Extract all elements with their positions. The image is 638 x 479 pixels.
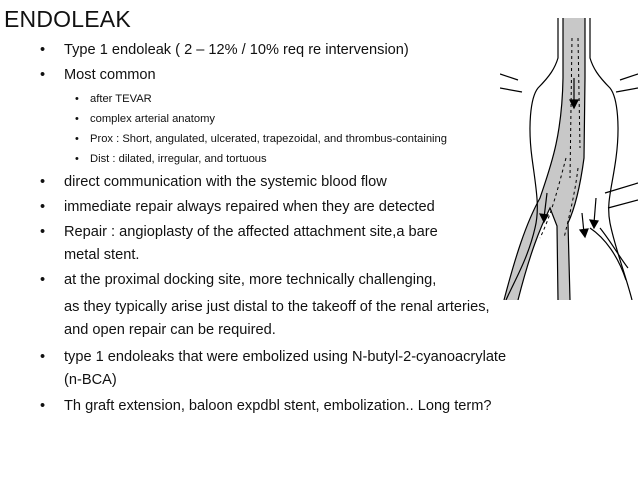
bullet-continuation: (n-BCA): [64, 372, 117, 388]
bullet-continuation: and open repair can be required.: [64, 322, 276, 338]
bullet-marker: •: [75, 113, 79, 125]
bullet-text: immediate repair always repaired when they are detected: [64, 199, 435, 215]
bullet-marker: •: [75, 93, 79, 105]
bullet-text: Th graft extension, baloon expdbl stent, embolization.. Long term?: [64, 398, 492, 414]
bullet-text: Repair : angioplasty of the affected attachment site,a bare: [64, 224, 438, 240]
bullet-item: [40, 222, 438, 242]
bullet-text: direct communication with the systemic blood flow: [64, 174, 387, 190]
sub-bullet-item: [75, 151, 267, 167]
bullet-text: Type 1 endoleak ( 2 – 12% / 10% req re intervension): [64, 42, 409, 58]
bullet-marker: •: [40, 272, 46, 288]
bullet-item: [40, 270, 437, 290]
bullet-marker: •: [40, 42, 46, 58]
sub-bullet-text: Dist : dilated, irregular, and tortuous: [90, 153, 267, 165]
bullet-item: [40, 197, 435, 217]
bullet-marker: •: [40, 174, 46, 190]
bullet-marker: •: [40, 199, 46, 215]
bullet-item: [40, 347, 507, 367]
bullet-item: [40, 172, 387, 192]
bullet-text: type 1 endoleaks that were embolized using N-butyl-2-cyanoacrylate: [64, 349, 507, 365]
bullet-continuation: metal stent.: [64, 247, 140, 263]
sub-bullet-item: [75, 111, 215, 127]
bullet-marker: •: [40, 349, 46, 365]
sub-bullet-item: [75, 91, 152, 107]
bullet-text: Most common: [64, 67, 156, 83]
bullet-marker: •: [40, 67, 46, 83]
bullet-item: [40, 396, 492, 416]
bullet-marker: •: [40, 224, 46, 240]
bullet-continuation: as they typically arise just distal to the takeoff of the renal arteries,: [64, 299, 490, 315]
slide-title: ENDOLEAK: [4, 6, 131, 32]
bullet-marker: •: [75, 153, 79, 165]
sub-bullet-item: [75, 131, 447, 147]
bullet-marker: •: [75, 133, 79, 145]
bullet-item: [40, 40, 409, 60]
bullet-marker: •: [40, 398, 46, 414]
sub-bullet-text: complex arterial anatomy: [90, 113, 215, 125]
sub-bullet-text: after TEVAR: [90, 93, 152, 105]
bullet-item: [40, 65, 156, 85]
sub-bullet-text: Prox : Short, angulated, ulcerated, trapezoidal, and thrombus-containing: [90, 133, 447, 145]
bullet-text: at the proximal docking site, more technically challenging,: [64, 272, 437, 288]
